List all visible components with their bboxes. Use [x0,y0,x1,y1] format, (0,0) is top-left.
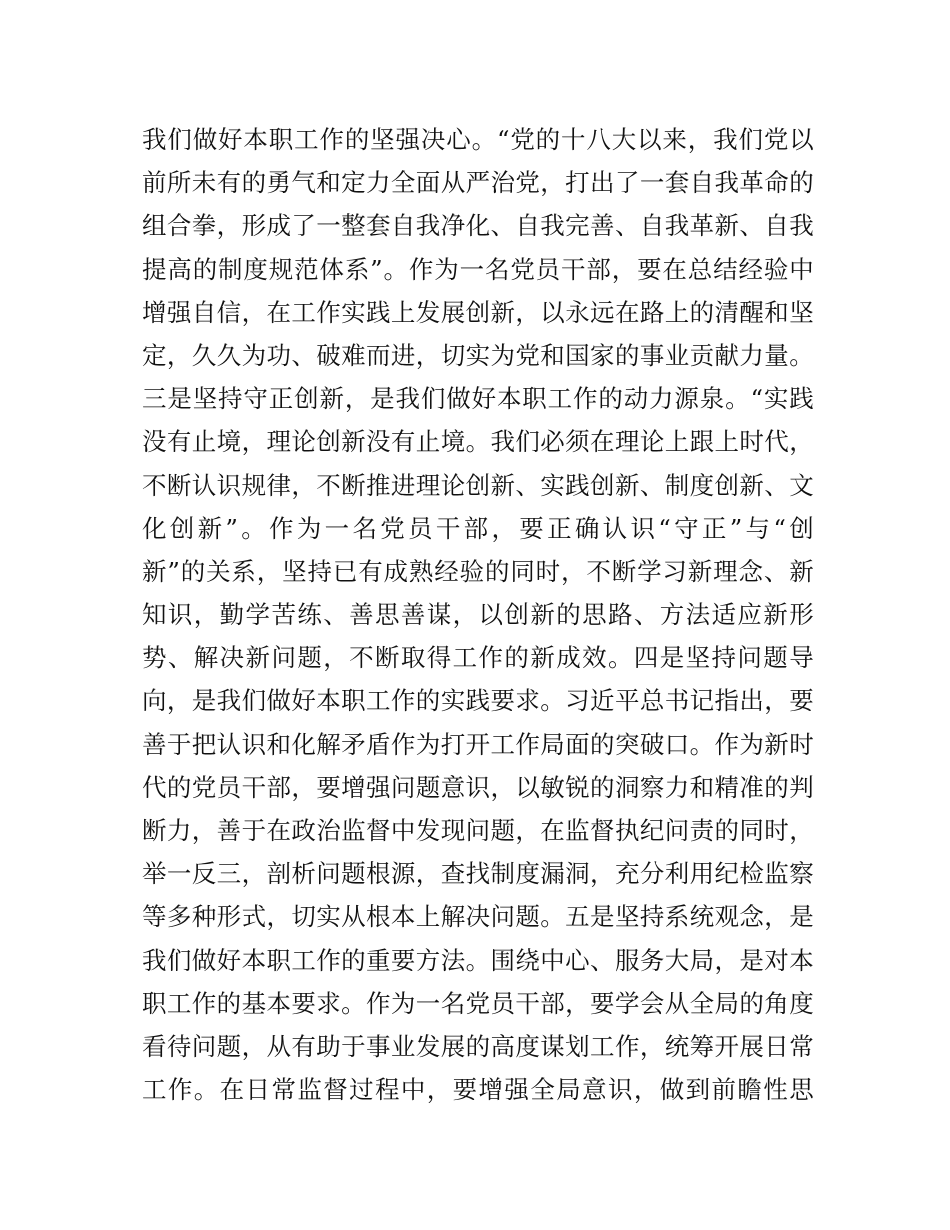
text-line: 前所未有的勇气和定力全面从严治党，打出了一套自我革命的 [142,168,814,198]
text-line: 我们做好本职工作的重要方法。围绕中心、服务大局，是对本 [142,945,814,975]
text-line: 势、解决新问题，不断取得工作的新成效。四是坚持问题导 [142,643,814,673]
text-line: 看待问题，从有助于事业发展的高度谋划工作，统筹开展日常 [142,1031,814,1061]
text-line: 代的党员干部，要增强问题意识，以敏锐的洞察力和精准的判 [142,772,814,802]
text-line: 增强自信，在工作实践上发展创新，以永远在路上的清醒和坚 [142,297,814,327]
text-line: 组合拳，形成了一整套自我净化、自我完善、自我革新、自我 [142,211,814,241]
text-line: 提高的制度规范体系”。作为一名党员干部，要在总结经验中 [142,254,814,284]
text-line: 新”的关系，坚持已有成熟经验的同时，不断学习新理念、新 [142,556,814,586]
text-line: 没有止境，理论创新没有止境。我们必须在理论上跟上时代， [142,427,814,457]
text-line: 工作。在日常监督过程中，要增强全局意识，做到前瞻性思 [142,1075,814,1105]
text-line: 化创新”。作为一名党员干部，要正确认识“守正”与“创 [142,513,814,543]
text-line: 三是坚持守正创新，是我们做好本职工作的动力源泉。“实践 [142,384,814,414]
text-line: 我们做好本职工作的坚强决心。“党的十八大以来，我们党以 [142,125,814,154]
text-line: 向，是我们做好本职工作的实践要求。习近平总书记指出，要 [142,686,814,716]
text-line: 等多种形式，切实从根本上解决问题。五是坚持系统观念，是 [142,902,814,932]
text-line: 举一反三，剖析问题根源，查找制度漏洞，充分利用纪检监察 [142,859,814,889]
body-text [142,118,814,1111]
text-line: 善于把认识和化解矛盾作为打开工作局面的突破口。作为新时 [142,729,814,759]
text-line: 定，久久为功、破难而进，切实为党和国家的事业贡献力量。 [142,340,814,370]
text-line: 不断认识规律，不断推进理论创新、实践创新、制度创新、文 [142,470,814,500]
text-line: 知识，勤学苦练、善思善谋，以创新的思路、方法适应新形 [142,600,814,630]
text-line: 职工作的基本要求。作为一名党员干部，要学会从全局的角度 [142,988,814,1018]
text-line: 断力，善于在政治监督中发现问题，在监督执纪问责的同时， [142,816,814,845]
